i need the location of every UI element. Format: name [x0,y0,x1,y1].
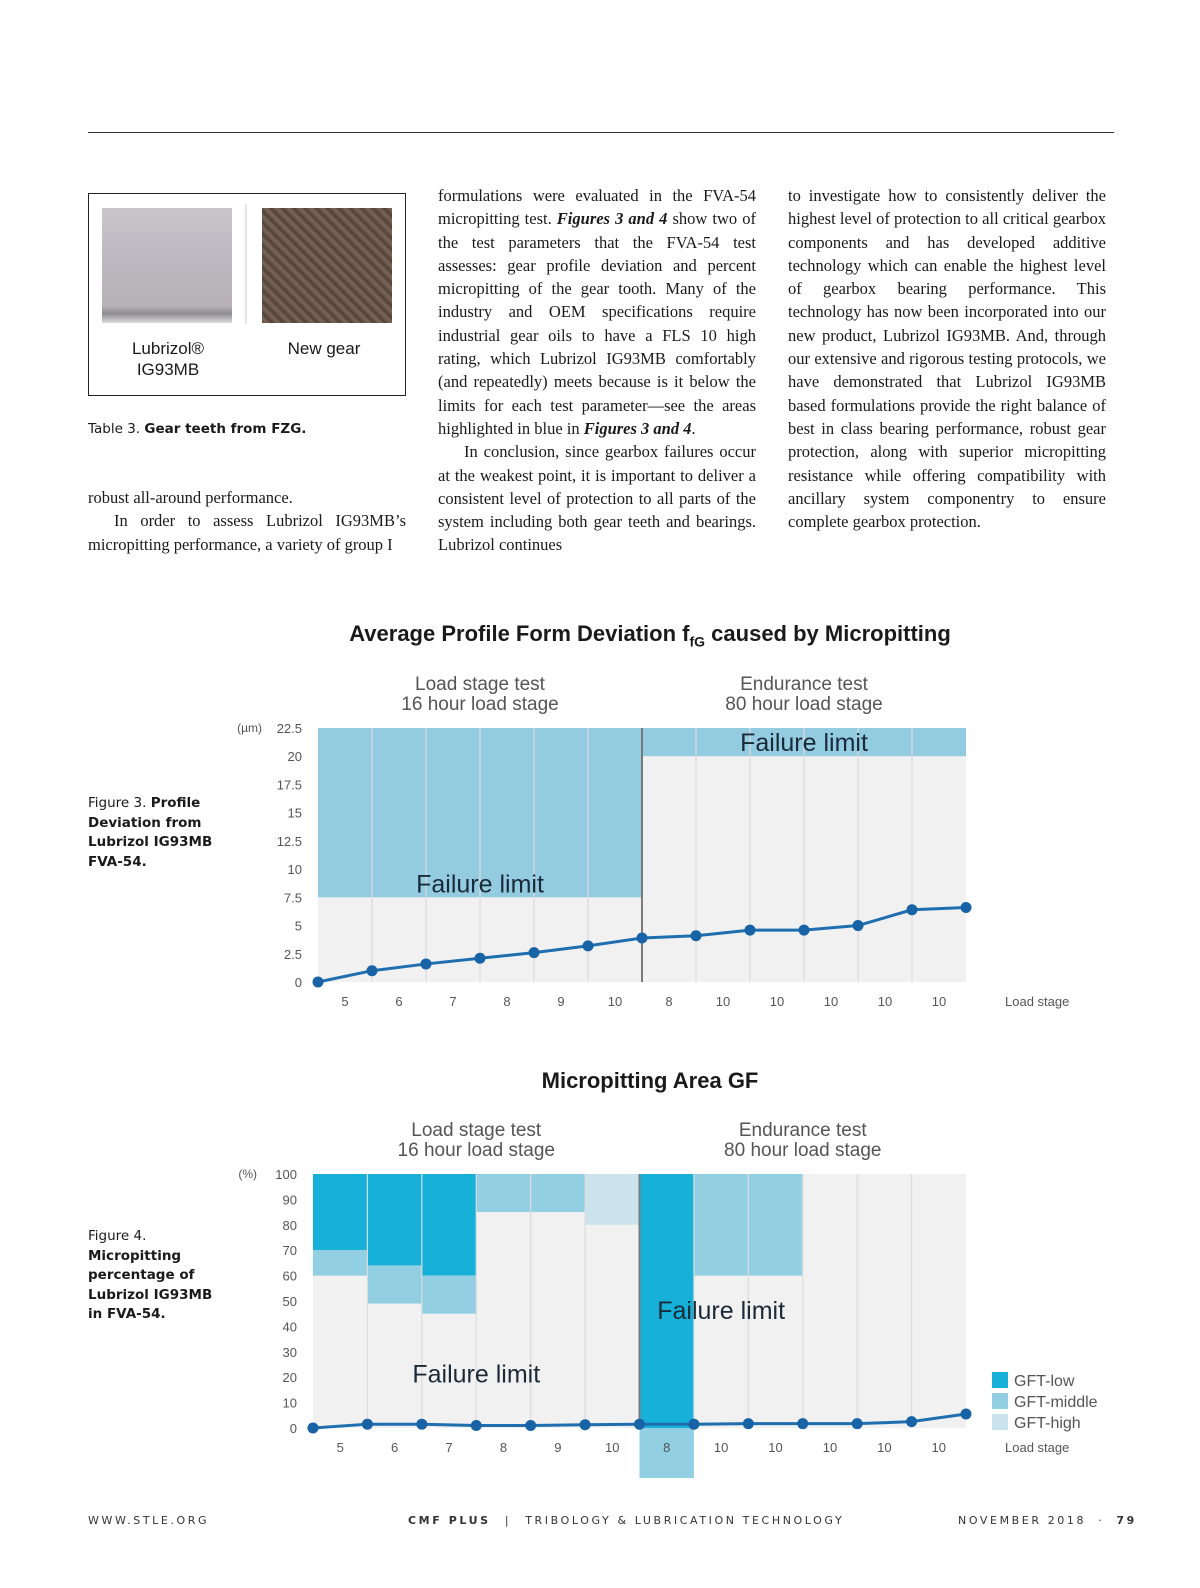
chart1-title [200,621,1100,649]
bar-segment-gft-middle [422,1276,476,1314]
data-point [743,1418,754,1429]
failure-limit-label: Failure limit [740,729,868,758]
y-tick-label: 20 [287,749,302,765]
x-tick-label: 8 [503,994,511,1009]
y-axis-unit: (%) [238,1167,257,1181]
bar-segment-gft-low [422,1174,476,1276]
y-tick-label: 60 [282,1268,297,1284]
top-rule [88,132,1114,133]
data-point [421,958,432,969]
x-tick-label: 5 [336,1440,344,1455]
new-gear-photo-label: New gear [287,339,361,358]
x-tick-label: 6 [395,994,403,1009]
x-tick-label: 10 [605,1440,620,1455]
lubrizol-gear-photo [102,208,232,323]
legend-swatch [992,1393,1008,1409]
x-tick-label: 6 [391,1440,399,1455]
bar-segment-gft-middle [694,1174,748,1276]
data-point [367,965,378,976]
x-tick-label: 10 [607,994,623,1009]
footer-journal [408,1514,844,1527]
data-point [799,925,810,936]
data-point [961,902,972,913]
footer-separator: | [504,1514,512,1527]
x-tick-label: 7 [445,1440,453,1455]
title-sub: fG [689,633,706,650]
y-tick-label: 5 [294,918,302,934]
bar-segment-gft-middle [748,1174,802,1276]
data-point [634,1419,645,1430]
x-tick-label: 8 [665,994,673,1009]
y-tick-label: 22.5 [276,721,302,736]
y-tick-label: 2.5 [283,946,302,962]
legend-label: GFT-high [1014,1415,1081,1432]
bar-segment-gft-middle [476,1174,530,1212]
data-point [308,1423,319,1434]
y-tick-label: 17.5 [276,777,302,793]
data-point [797,1418,808,1429]
caption-title: Micropitting percentage of Lubrizol IG93MB in FVA-54. [88,1247,213,1322]
bar-segment-gft-low [313,1174,367,1250]
emphasis: Figures 3 and 4 [583,418,692,438]
bar-segment-gft-middle [367,1265,421,1303]
legend-label: GFT-middle [1014,1394,1098,1411]
x-tick-label: 10 [931,1440,947,1455]
x-tick-label: 8 [499,1440,508,1455]
x-tick-label: 9 [554,1440,562,1455]
y-tick-label: 100 [275,1167,297,1182]
footer-journal-short: CMF PLUS [408,1514,491,1527]
x-tick-label: 5 [341,994,349,1009]
y-tick-label: 80 [282,1217,297,1233]
label-line2: IG93MB [136,360,200,379]
x-tick-label: 10 [769,994,785,1009]
data-point [853,920,864,931]
footer-date: NOVEMBER 2018 [958,1514,1087,1527]
data-point [745,925,756,936]
y-tick-label: 15 [287,805,302,821]
text-run: . [691,418,696,438]
y-tick-label: 50 [282,1294,297,1309]
section-left-subtitle: 16 hour load stage [401,694,559,715]
title-tail: caused by Micropitting [705,621,951,646]
failure-limit-label: Failure limit [416,870,544,899]
bar-segment-gft-low [367,1174,421,1265]
section-left-title: Load stage test [415,674,545,695]
legend-label: GFT-low [1014,1373,1075,1390]
photo-divider [245,204,247,324]
title-main: Average Profile Form Deviation f [349,621,690,646]
y-tick-label: 70 [282,1243,297,1259]
page-number: 79 [1116,1514,1137,1527]
column-3 [788,184,1106,533]
section-left-title: Load stage test [411,1120,542,1141]
x-axis-label: Load stage [1005,1440,1070,1455]
x-tick-label: 9 [557,994,565,1009]
x-tick-label: 8 [663,1440,671,1455]
data-point [525,1420,536,1431]
data-point [637,932,648,943]
x-axis-label: Load stage [1005,994,1070,1009]
data-point [961,1409,972,1420]
x-tick-label: 7 [449,994,457,1009]
failure-limit-label: Failure limit [657,1296,786,1325]
data-point [529,947,540,958]
y-tick-label: 7.5 [283,890,302,906]
legend-swatch [992,1414,1008,1430]
caption-number: Figure 4. [88,1228,147,1244]
paragraph: In conclusion, since gearbox failures occur at the weakest point, it is important to deliver a consistent level of protection to all parts of the system including both gear teeth and bearings. Lubrizol continues [438,442,756,555]
paragraph: to investigate how to consistently deliver the highest level of protection to all critical gearbox components and has developed additive technology which can enable the highest level of gearbox bearing performance. This technology has now been incorporated into our new product, Lubrizol IG93MB. And, through our extensive and rigorous testing protocols, we have demonstrated that Lubrizol IG93MB based formulations provide the right balance of best in class bearing performance, robust gear protection, along with superior micropitting resistance while offering compatibility with ancillary system componentry to ensure complete gearbox protection. [788,186,1106,532]
gear-teeth-figure [88,193,406,396]
data-point [907,904,918,915]
y-tick-label: 10 [282,1395,297,1411]
y-tick-label: 90 [282,1192,297,1208]
bar-segment-gft-middle [531,1174,585,1212]
data-point [691,930,702,941]
new-gear-photo [262,208,392,323]
section-right-subtitle: 80 hour load stage [725,694,883,715]
table3-caption [88,420,306,440]
column-2 [438,184,756,557]
x-tick-label: 10 [823,994,839,1009]
y-tick-label: 12.5 [276,833,302,849]
y-tick-label: 30 [282,1344,297,1360]
footer-dot: · [1098,1514,1105,1527]
y-tick-label: 10 [287,862,302,878]
footer-website: WWW.STLE.ORG [88,1514,210,1527]
x-tick-label: 10 [715,994,731,1009]
x-tick-label: 10 [877,994,893,1009]
text-run: show two of the test parameters that the FVA-54 test assesses: gear profile deviation and percent micropitting of the gear tooth. Many of the industry and OEM specifications require industrial gear oils to have a FLS 10 high rating, which Lubrizol IG93MB comfortably (and repeatedly) meets because is it below the limits for each test parameter—see the areas highlighted in blue in [438,209,757,438]
chart2-title: Micropitting Area GF [541,1068,759,1093]
paragraph: robust all-around performance. [88,488,293,507]
data-point [580,1419,591,1430]
data-point [471,1420,482,1431]
bar-segment-gft-high [585,1174,639,1225]
profile-deviation-chart [0,660,1200,1030]
y-tick-label: 40 [282,1319,297,1335]
failure-limit-label: Failure limit [412,1360,541,1389]
caption-number: Table 3. [88,421,141,437]
column-1 [88,486,406,556]
caption-title: Profile Deviation from Lubrizol IG93MB FVA-54. [88,795,213,870]
caption-number: Figure 3. [88,795,147,811]
x-tick-label: 10 [768,1440,783,1455]
x-tick-label: 10 [713,1440,729,1455]
micropitting-area-chart [0,1108,1200,1478]
emphasis: Figures 3 and 4 [556,209,668,229]
data-point [416,1419,427,1430]
x-tick-label: 10 [931,994,947,1009]
section-right-title: Endurance test [738,1120,867,1141]
data-point [852,1418,863,1429]
data-point [583,940,594,951]
bar-segment-gft-middle [313,1250,367,1275]
x-tick-label: 10 [877,1440,892,1455]
data-point [362,1419,373,1430]
data-point [313,977,324,988]
section-right-title: Endurance test [740,674,868,695]
y-tick-label: 0 [294,975,302,990]
text-run: formulations were evaluated in the FVA-54 micropitting test. [438,186,756,229]
data-point [906,1416,917,1427]
footer-journal-name: TRIBOLOGY & LUBRICATION TECHNOLOGY [525,1514,845,1527]
lubrizol-photo-label [109,338,227,380]
section-left-subtitle: 16 hour load stage [397,1140,555,1161]
section-right-subtitle: 80 hour load stage [724,1140,882,1161]
x-tick-label: 10 [822,1440,838,1455]
footer-issue [958,1514,1137,1527]
y-axis-unit: (µm) [237,721,262,735]
paragraph: In order to assess Lubrizol IG93MB’s micropitting performance, a variety of group I [88,511,406,554]
label-line1: Lubrizol® [131,339,205,358]
y-tick-label: 20 [282,1370,297,1386]
y-tick-label: 0 [289,1421,297,1436]
data-point [475,953,486,964]
paragraph [438,184,756,440]
data-point [688,1419,699,1430]
legend-swatch [992,1372,1008,1388]
caption-title: Gear teeth from FZG. [144,421,307,437]
